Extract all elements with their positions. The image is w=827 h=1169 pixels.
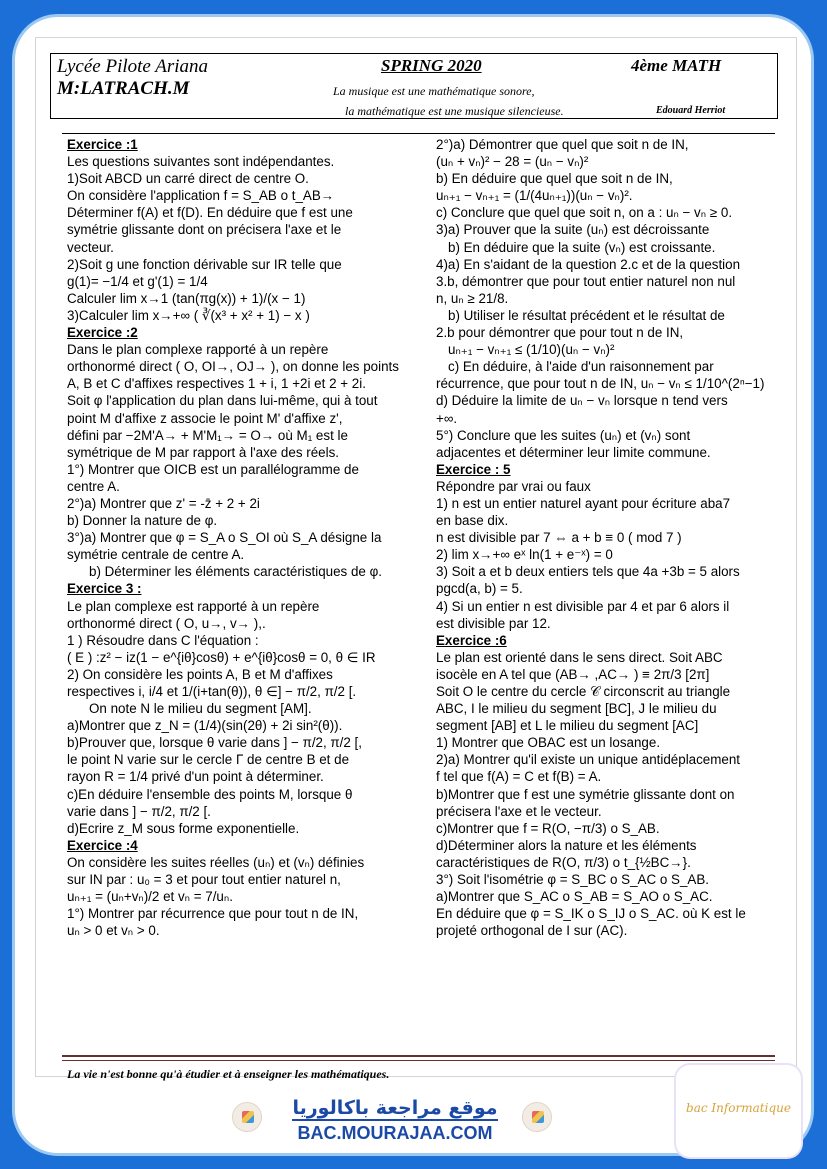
- site-url-link[interactable]: BAC.MOURAJAA.COM: [297, 1123, 493, 1143]
- text-line: uₙ₊₁ = (uₙ+vₙ)/2 et vₙ = 7/uₙ.: [67, 889, 233, 905]
- text-line: f tel que f(A) = C et f(B) = A.: [436, 769, 602, 785]
- text-line: 2) On considère les points A, B et M d'affixes: [67, 666, 333, 682]
- exercise-title: Exercice :6: [436, 632, 507, 648]
- text-line: Dans le plan complexe rapporté à un repère: [67, 342, 329, 358]
- text-line: Le plan est orienté dans le sens direct. Soit ABC: [436, 649, 723, 665]
- text-line: respectives i, i/4 et 1/(i+tan(θ)), θ ∈] − π/2, π/2 [.: [67, 684, 357, 699]
- text-line: adjacentes et déterminer leur limite commune.: [436, 444, 711, 460]
- text-line: A, B et C d'affixes respectives 1 + i, 1 +2i et 2 + 2i.: [67, 376, 366, 392]
- text-line: ( E ) :z² − iz(1 − e^{iθ}cosθ) + e^{iθ}cosθ = 0, θ ∈ IR: [67, 649, 376, 665]
- text-line: 3.b, démontrer que pour tout entier naturel non nul: [436, 273, 736, 289]
- text-line: uₙ > 0 et vₙ > 0.: [67, 923, 160, 939]
- text-line: 2)a) Montrer qu'il existe un unique antidéplacement: [436, 752, 741, 768]
- text-line: c) Conclure que quel que soit n, on a : uₙ − vₙ ≥ 0.: [436, 205, 733, 221]
- text-line: Déterminer f(A) et f(D). En déduire que f est une: [67, 205, 353, 221]
- header-quote-line2: la mathématique est une musique silencieuse.: [345, 104, 564, 118]
- text-line: c)En déduire l'ensemble des points M, lorsque θ: [67, 786, 353, 802]
- text-line: Soit φ l'application du plan dans lui-même, qui à tout: [67, 393, 378, 409]
- text-line: Les questions suivantes sont indépendantes.: [67, 154, 335, 170]
- teacher-name: M:LATRACH.M: [57, 78, 190, 99]
- text-line: point M d'affixe z associe le point M' d'affixe z',: [67, 410, 343, 426]
- text-line: b)Prouver que, lorsque θ varie dans ] − π/2, π/2 [,: [67, 735, 362, 751]
- text-line: 2°)a) Démontrer que quel que soit n de IN,: [436, 137, 689, 152]
- text-line: en base dix.: [436, 513, 509, 529]
- text-line: précisera l'axe et le vecteur.: [436, 803, 602, 819]
- exercise-title: Exercice :2: [67, 325, 138, 341]
- text-line: a)Montrer que z_N = (1/4)(sin(2θ) + 2i sin²(θ)).: [67, 718, 343, 734]
- footer-divider-thin: [62, 1060, 775, 1061]
- text-line: (uₙ + vₙ)² − 28 = (uₙ − vₙ)²: [436, 154, 589, 170]
- text-line: vecteur.: [67, 239, 114, 255]
- text-line: On considère l'application f = S_AB o t_AB→: [67, 188, 335, 204]
- text-line: symétrie glissante dont on précisera l'axe et le: [67, 222, 342, 238]
- quote-author: Edouard Herriot: [656, 105, 726, 116]
- text-line: le point N varie sur le cercle Γ de centre B et de: [67, 752, 350, 768]
- text-line: b)Montrer que f est une symétrie glissante dont on: [436, 786, 735, 802]
- text-line: 3) Soit a et b deux entiers tels que 4a +3b = 5 alors: [436, 564, 740, 580]
- left-column: [67, 136, 417, 939]
- text-line: défini par −2M'A→ + M'M₁→ = O→ où M₁ est le: [67, 427, 348, 443]
- text-line: b) Déterminer les éléments caractéristiques de φ.: [89, 564, 382, 580]
- session-label: SPRING 2020: [381, 56, 482, 75]
- text-line: 2)Soit g une fonction dérivable sur IR telle que: [67, 256, 342, 272]
- text-line: rayon R = 1/4 privé d'un point à déterminer.: [67, 769, 324, 785]
- text-line: n est divisible par 7 ⇔ a + b ≡ 0 ( mod 7 ): [436, 530, 682, 546]
- text-line: 1°) Montrer que OICB est un parallélogramme de: [67, 461, 359, 477]
- text-line: 1) Montrer que OBAC est un losange.: [436, 735, 661, 751]
- text-line: 4)a) En s'aidant de la question 2.c et de la question: [436, 256, 741, 272]
- text-line: orthonormé direct ( O, u→, v→ ),.: [67, 615, 266, 631]
- text-line: b) En déduire que quel que soit n de IN,: [436, 171, 673, 187]
- text-line: d)Déterminer alors la nature et les éléments: [436, 837, 697, 853]
- brand-underline: [292, 1119, 498, 1121]
- exercise-title: Exercice : 5: [436, 461, 511, 477]
- text-line: On considère les suites réelles (uₙ) et (vₙ) définies: [67, 854, 365, 870]
- text-line: isocèle en A tel que (AB→ ,AC→ ) ≡ 2π/3 [2π]: [436, 666, 710, 682]
- text-line: b) En déduire que la suite (vₙ) est croissante.: [448, 239, 716, 255]
- text-line: c) En déduire, à l'aide d'un raisonnement par: [448, 359, 714, 375]
- text-line: caractéristiques de R(O, π/3) o t_{½BC→}.: [436, 854, 691, 870]
- text-line: uₙ₊₁ − vₙ₊₁ = (1/(4uₙ₊₁))(uₙ − vₙ)².: [436, 188, 633, 204]
- text-line: g(1)= −1/4 et g'(1) = 1/4: [67, 273, 208, 289]
- text-line: d)Ecrire z_M sous forme exponentielle.: [67, 820, 300, 836]
- text-line: 1°) Montrer par récurrence que pour tout n de IN,: [67, 906, 359, 922]
- text-line: sur IN par : u₀ = 3 et pour tout entier naturel n,: [67, 872, 341, 888]
- text-line: 5°) Conclure que les suites (uₙ) et (vₙ) sont: [436, 427, 691, 443]
- exercise-title: Exercice :1: [67, 137, 138, 152]
- text-line: Répondre par vrai ou faux: [436, 478, 591, 494]
- site-logo-icon: [522, 1102, 552, 1132]
- header-quote-line1: La musique est une mathématique sonore,: [333, 84, 535, 98]
- text-line: On note N le milieu du segment [AM].: [89, 701, 312, 717]
- header-divider: [62, 133, 775, 134]
- text-line: 1 ) Résoudre dans C l'équation :: [67, 632, 259, 648]
- text-line: 2°)a) Montrer que z' = -z̄ + 2 + 2i: [67, 495, 260, 511]
- text-line: varie dans ] − π/2, π/2 [.: [67, 803, 211, 819]
- bac-informatique-badge: [676, 1065, 801, 1157]
- footer-divider: [62, 1055, 775, 1057]
- text-line: symétrie centrale de centre A.: [67, 547, 245, 563]
- class-level: 4ème MATH: [631, 56, 722, 75]
- exercise-title: Exercice 3 :: [67, 581, 142, 597]
- text-line: b) Utiliser le résultat précédent et le résultat de: [448, 307, 725, 323]
- text-line: 2) lim x→+∞ eˣ ln(1 + e⁻ˣ) = 0: [436, 547, 613, 563]
- exercise-title: Exercice :4: [67, 837, 138, 853]
- text-line: récurrence, que pour tout n de IN, uₙ − vₙ ≤ 1/10^(2ⁿ−1): [436, 376, 765, 392]
- text-line: d) Déduire la limite de uₙ − vₙ lorsque n tend vers: [436, 393, 728, 409]
- text-line: symétrique de M par rapport à l'axe des réels.: [67, 444, 339, 460]
- text-line: Le plan complexe est rapporté à un repère: [67, 598, 320, 614]
- text-line: pgcd(a, b) = 5.: [436, 581, 523, 597]
- right-column: [436, 136, 776, 939]
- badge-text: bac Informatique: [686, 1101, 791, 1115]
- text-line: est divisible par 12.: [436, 615, 551, 631]
- text-line: centre A.: [67, 478, 120, 494]
- text-line: uₙ₊₁ − vₙ₊₁ ≤ (1/10)(uₙ − vₙ)²: [448, 342, 615, 358]
- text-line: 3°) Soit l'isométrie φ = S_BC o S_AC o S_AB.: [436, 872, 709, 888]
- site-name-arabic: موقع مراجعة باكالوريا: [292, 1097, 498, 1119]
- text-line: segment [AB] et L le milieu du segment [AC]: [436, 718, 699, 734]
- text-line: projeté orthogonal de I sur (AC).: [436, 923, 628, 939]
- text-line: En déduire que φ = S_IK o S_IJ o S_AC. où K est le: [436, 906, 746, 922]
- text-line: 4) Si un entier n est divisible par 4 et par 6 alors il: [436, 598, 730, 614]
- site-logo-icon: [232, 1102, 262, 1132]
- school-name: Lycée Pilote Ariana: [57, 56, 209, 77]
- footer-quote: La vie n'est bonne qu'à étudier et à enseigner les mathématiques.: [67, 1067, 390, 1081]
- text-line: +∞.: [436, 410, 458, 426]
- text-line: orthonormé direct ( O, OI→, OJ→ ), on donne les points: [67, 359, 399, 375]
- text-line: 2.b pour démontrer que pour tout n de IN,: [436, 325, 684, 341]
- text-line: b) Donner la nature de φ.: [67, 513, 218, 529]
- text-line: 3°)a) Montrer que φ = S_A o S_OI où S_A désigne la: [67, 530, 382, 546]
- text-line: c)Montrer que f = R(O, −π/3) o S_AB.: [436, 820, 660, 836]
- text-line: a)Montrer que S_AC o S_AB = S_AO o S_AC.: [436, 889, 713, 905]
- text-line: Soit O le centre du cercle 𝒞 circonscrit au triangle: [436, 684, 731, 699]
- text-line: ABC, I le milieu du segment [BC], J le milieu du: [436, 701, 717, 717]
- text-line: 1)Soit ABCD un carré direct de centre O.: [67, 171, 309, 187]
- text-line: n, uₙ ≥ 21/8.: [436, 290, 509, 306]
- exam-header: [50, 53, 778, 119]
- text-line: 1) n est un entier naturel ayant pour écriture aba7: [436, 495, 731, 511]
- text-line: 3)a) Prouver que la suite (uₙ) est décroissante: [436, 222, 710, 238]
- text-line: Calculer lim x→1 (tan(πg(x)) + 1)/(x − 1): [67, 290, 306, 306]
- text-line: 3)Calculer lim x→+∞ ( ∛(x³ + x² + 1) − x ): [67, 307, 310, 323]
